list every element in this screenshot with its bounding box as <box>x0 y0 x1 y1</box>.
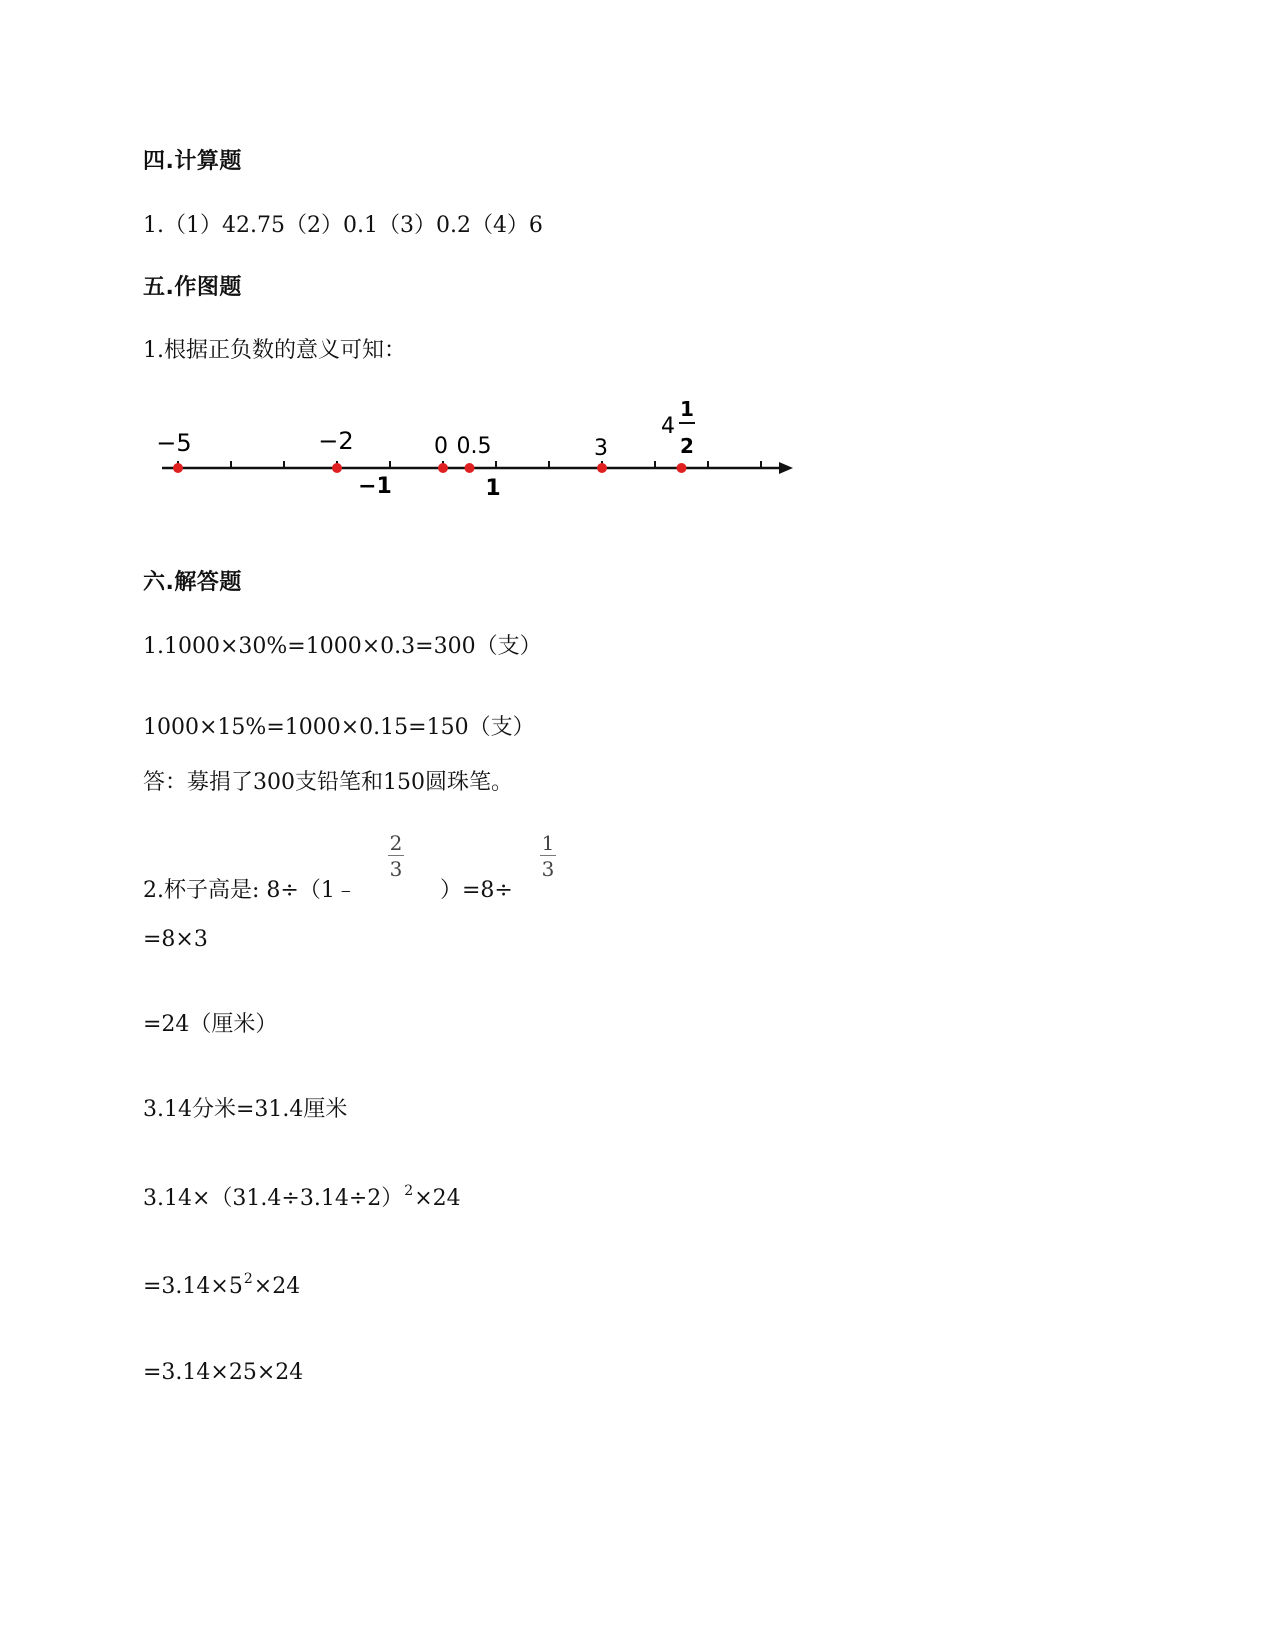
step-square-a: =3.14×5 <box>143 1274 243 1299</box>
label-half: 0.5 <box>456 434 492 459</box>
step-final-product: =3.14×25×24 <box>143 1360 304 1385</box>
q2-frac2-denominator: 3 <box>541 857 555 881</box>
q2-fraction-one-third <box>540 832 556 880</box>
calculation-answers: 1.（1）42.75（2）0.1（3）0.2（4）6 <box>143 213 543 238</box>
step-unit-conversion: 3.14分米=31.4厘米 <box>143 1097 348 1122</box>
q1-line2: 1000×15%=1000×0.15=150（支） <box>143 715 535 740</box>
number-line-point <box>597 463 607 473</box>
label-three: 3 <box>594 436 608 461</box>
step-square-b: ×24 <box>253 1274 301 1299</box>
q2-part2: ）=8÷ <box>440 878 513 903</box>
section-heading-drawing: 五.作图题 <box>143 275 242 300</box>
q2-frac2-bar <box>540 855 556 856</box>
label-four-denominator: 2 <box>680 434 694 458</box>
q2-frac1-bar <box>388 855 404 856</box>
q2-frac2-numerator: 1 <box>541 831 555 855</box>
drawing-intro: 1.根据正负数的意义可知： <box>143 338 406 363</box>
label-neg5: −5 <box>156 429 192 457</box>
step-8x3: =8×3 <box>143 927 208 952</box>
q2-frac1-numerator: 2 <box>389 831 403 855</box>
number-line-point <box>438 463 448 473</box>
step-volume-formula <box>143 1181 461 1212</box>
label-zero: 0 <box>434 434 448 459</box>
number-line-figure <box>0 385 820 515</box>
step-24cm: =24（厘米） <box>143 1012 278 1037</box>
number-line-point <box>465 463 475 473</box>
number-line-arrow-icon <box>779 462 793 474</box>
number-line-point <box>332 463 342 473</box>
step-volume-formula-b: ×24 <box>414 1186 461 1211</box>
number-line-point <box>173 463 183 473</box>
label-four-numerator: 1 <box>680 397 694 421</box>
section-heading-calculation: 四.计算题 <box>143 149 242 174</box>
step-square-exponent: 2 <box>243 1271 253 1287</box>
label-four-whole: 4 <box>661 414 675 439</box>
q2-part1: 2.杯子高是: 8÷（1﹣ <box>143 878 357 903</box>
q1-line1: 1.1000×30%=1000×0.3=300（支） <box>143 634 542 659</box>
step-square <box>143 1271 301 1299</box>
step-volume-formula-a: 3.14×（31.4÷3.14÷2） <box>143 1186 404 1211</box>
step-volume-exponent: 2 <box>404 1183 414 1199</box>
label-neg2: −2 <box>318 427 354 455</box>
q2-frac1-denominator: 3 <box>389 857 403 881</box>
q2-fraction-two-thirds <box>388 832 404 880</box>
section-heading-solutions: 六.解答题 <box>143 570 242 595</box>
label-neg1: −1 <box>358 474 392 499</box>
label-one: 1 <box>485 476 501 501</box>
number-line-point <box>677 463 687 473</box>
q1-answer: 答：募捐了300支铅笔和150圆珠笔。 <box>143 770 513 795</box>
